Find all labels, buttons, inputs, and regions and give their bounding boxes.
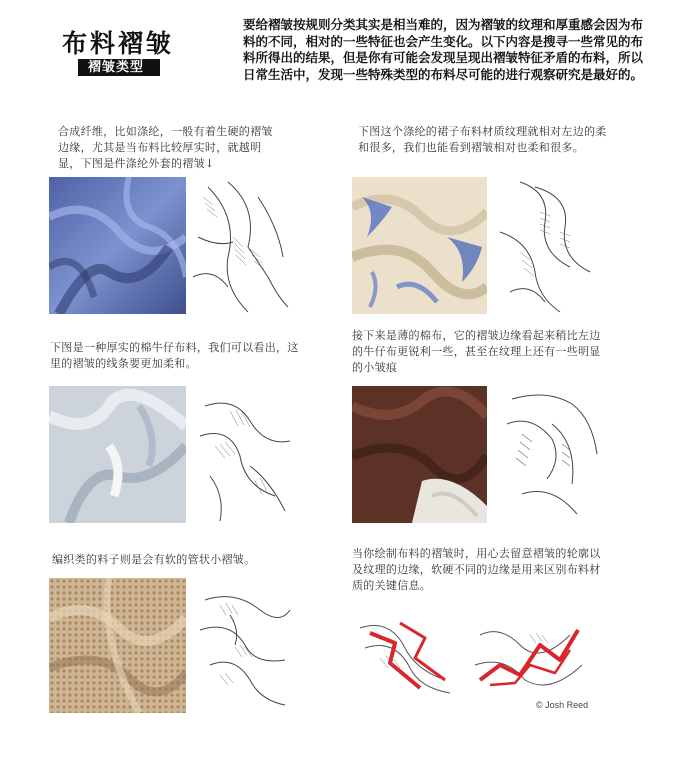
sketch-thin-cotton	[492, 384, 604, 526]
subtitle: 褶皱类型	[88, 60, 145, 75]
photo-thin-cotton	[352, 386, 487, 523]
sketch-edges-right	[470, 605, 588, 700]
sketch-denim	[190, 386, 300, 526]
caption-polyester-skirt: 下图这个涤纶的裙子布料材质纹理就相对左边的柔和很多，我们也能看到褶皱相对也柔和很多。	[358, 125, 607, 154]
photo-polyester-jacket	[49, 177, 186, 314]
sketch-polyester-jacket	[188, 177, 298, 317]
sketch-knit	[190, 585, 300, 713]
credit: © Josh Reed	[536, 700, 589, 710]
photo-denim	[49, 386, 186, 523]
photo-polyester-skirt	[352, 177, 487, 314]
sketch-edges-left	[350, 608, 468, 708]
photo-knit	[49, 578, 186, 713]
caption-denim: 下图是一种厚实的棉牛仔布料，我们可以看出，这里的褶皱的线条要更加柔和。	[50, 341, 299, 370]
caption-synthetic: 合成纤维，比如涤纶，一般有着生硬的褶皱边缘，尤其是当布料比较厚实时，就越明显，下图是件涤纶外套的褶皱↓	[58, 125, 273, 170]
caption-knit: 编织类的料子则是会有软的管状小褶皱。	[52, 553, 256, 566]
caption-edges-summary: 当你绘制布料的褶皱时，用心去留意褶皱的轮廓以及纹理的边缘，软硬不同的边缘是用来区别布料材质的关键信息。	[352, 547, 601, 592]
intro-paragraph: 要给褶皱按规则分类其实是相当难的，因为褶皱的纹理和厚重感会因为布料的不同，相对的一些特征也会产生变化。以下内容是搜寻一些常见的布料所得出的结果，但是你有可能会发现呈现出褶皱特征矛盾的布料，所以日常生活中，发现一些特殊类型的布料尽可能的进行观察研究是最好的。	[243, 17, 644, 82]
caption-thin-cotton: 接下来是薄的棉布，它的褶皱边缘看起来稍比左边的牛仔布更锐利一些，甚至在纹理上还有一些明显的小皱痕	[352, 329, 601, 374]
sketch-polyester-skirt	[490, 172, 602, 317]
page-title: 布料褶皱	[62, 29, 175, 58]
